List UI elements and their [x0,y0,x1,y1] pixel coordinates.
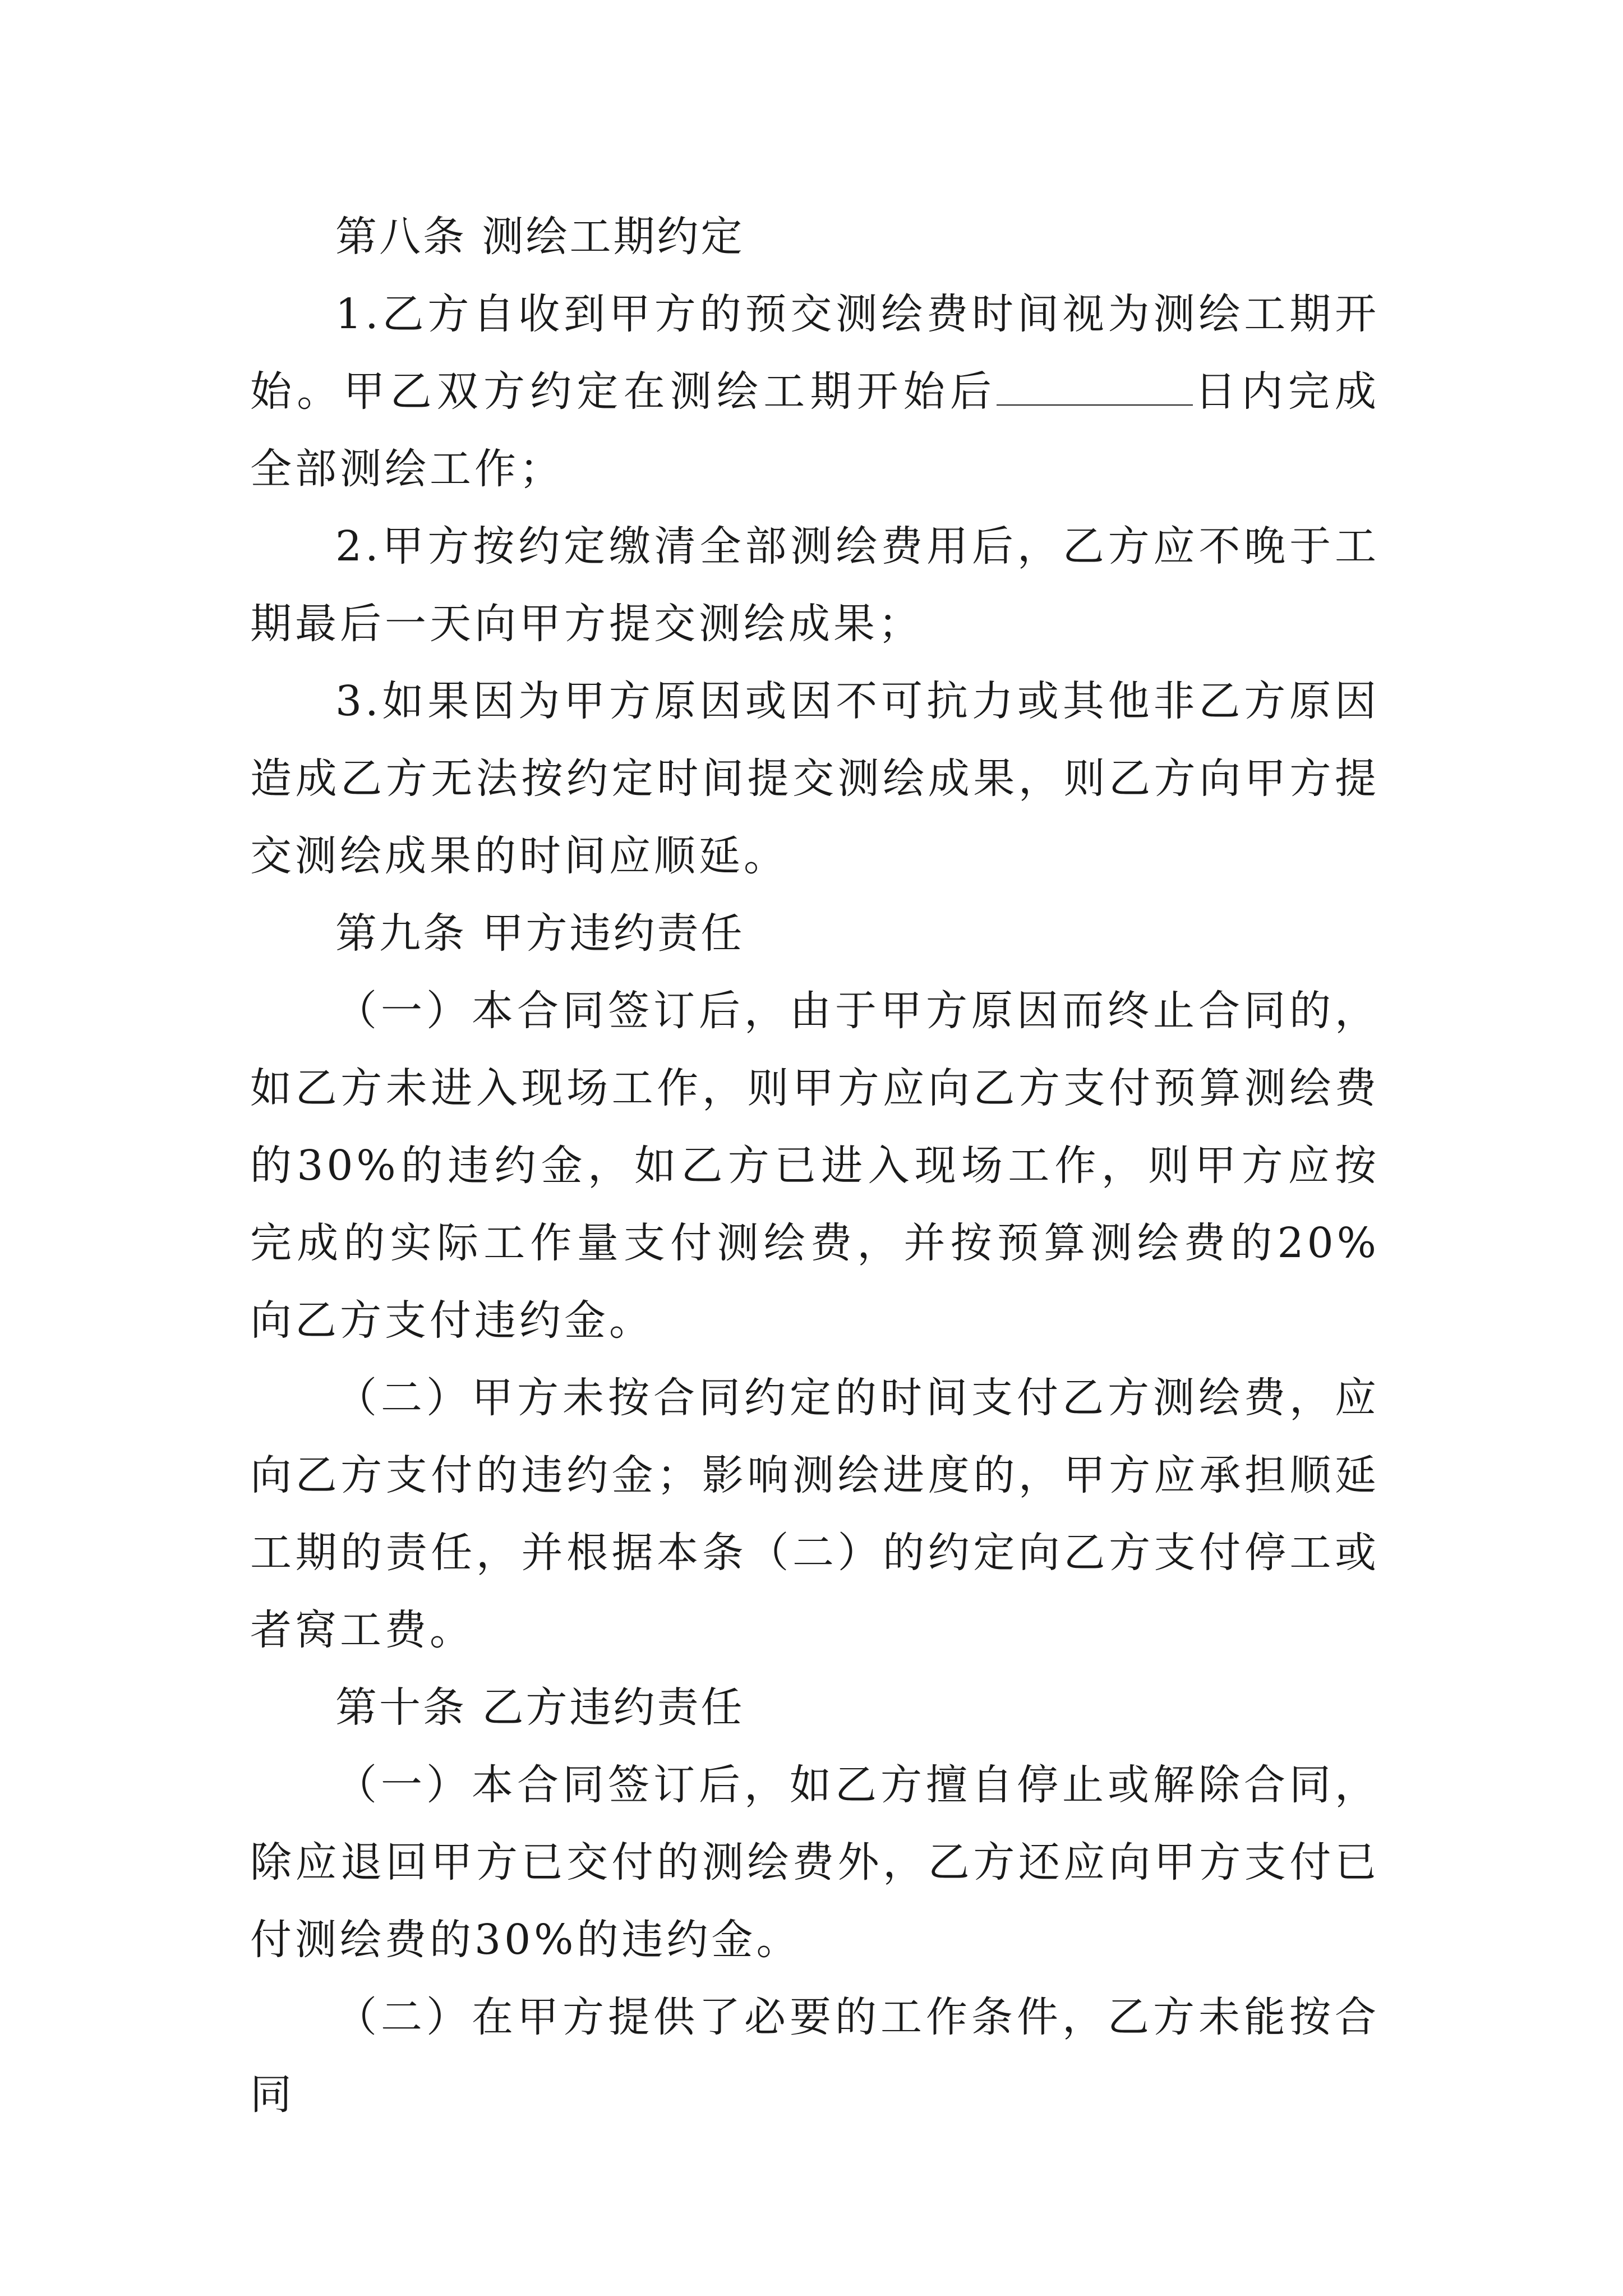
article-8-item-1 [250,275,1380,508]
article-9-item-2: （二）甲方未按合同约定的时间支付乙方测绘费，应向乙方支付的违约金；影响测绘进度的，甲方应承担顺延工期的责任，并根据本条（二）的约定向乙方支付停工或者窝工费。 [250,1374,1380,1654]
article-8-heading: 第八条 测绘工期约定 [335,213,745,261]
article-8-item-1-text-b: 日内完成全部测绘工作； [250,367,1380,493]
article-9-item-1: （一）本合同签订后，由于甲方原因而终止合同的，如乙方未进入现场工作，则甲方应向乙方支付预算测绘费的30%的违约金，如乙方已进入现场工作，则甲方应按完成的实际工作量支付测绘费，并按预算测绘费的20%向乙方支付违约金。 [250,987,1380,1345]
article-10-item-1: （一）本合同签订后，如乙方擅自停止或解除合同，除应退回甲方已交付的测绘费外，乙方还应向甲方支付已付测绘费的30%的违约金。 [250,1761,1380,1964]
article-8-item-3: 3.如果因为甲方原因或因不可抗力或其他非乙方原因造成乙方无法按约定时间提交测绘成果，则乙方向甲方提交测绘成果的时间应顺延。 [250,677,1380,880]
days-blank-line [997,371,1193,406]
article-9-heading: 第九条 甲方违约责任 [335,909,745,958]
article-8-item-2: 2.甲方按约定缴清全部测绘费用后，乙方应不晚于工期最后一天向甲方提交测绘成果； [250,522,1380,648]
article-10-heading: 第十条 乙方违约责任 [335,1683,745,1732]
article-10-item-2: （二）在甲方提供了必要的工作条件，乙方未能按合同 [250,1993,1380,2119]
contract-text [250,198,1380,2133]
article-8-item-1-text-a: 1.乙方自收到甲方的预交测绘费时间视为测绘工期开始。甲乙双方约定在测绘工期开始后 [250,290,1380,416]
